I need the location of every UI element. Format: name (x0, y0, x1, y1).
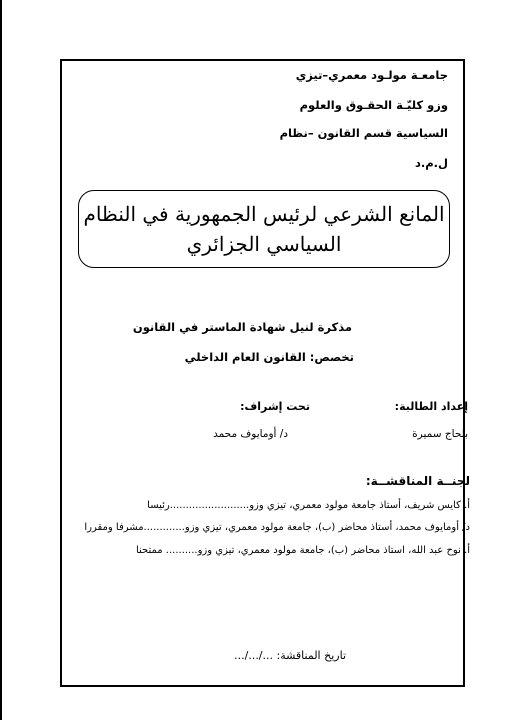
thesis-title-box (78, 190, 450, 268)
supervised-by-label: تحت إشراف: (240, 400, 310, 413)
thesis-type: مذكرة لنيل شهادة الماستر في القانون (132, 320, 352, 334)
department-name: السياسية قسم القانون –نظام (279, 126, 448, 140)
specialty: تخصص: القانون العام الداخلي (184, 350, 354, 364)
prepared-by-label: إعداد الطالبة: (394, 400, 468, 413)
student-name: بلحاج سميرة (412, 428, 468, 440)
committee-member-2: د/ أومايوف محمد، أستاذ محاضر (ب)، جامعة مولود معمري، تيزي وزو.............مشرفا ومقررا (84, 522, 470, 533)
cover-frame (60, 59, 465, 687)
committee-member-3: أ. نوح عبد الله، استاذ محاضر (ب)، جامعة مولود معمري، تيزي وزو.......... ممتحنا (135, 545, 470, 556)
thesis-title-line-2: السياسي الجزائري (186, 232, 342, 256)
system-label: ل.م.د (414, 156, 448, 170)
supervisor-name: د/ أومايوف محمد (213, 428, 288, 440)
page-left-edge (0, 0, 2, 720)
university-name: جامعـة مولـود معمري–تيزي (295, 68, 448, 82)
committee-member-1: أ. كايس شريف، أستاذ جامعة مولود معمري، تيزي وزو.........................رئيسا (147, 500, 470, 511)
faculty-name: وزو كليّـة الحقـوق والعلوم (299, 98, 448, 112)
thesis-title-line-1: المانع الشرعي لرئيس الجمهورية في النظام (83, 202, 445, 226)
defense-date: تاريخ المناقشة: .../.../... (234, 649, 346, 662)
committee-heading: لجنــة المناقشــة: (365, 474, 470, 488)
